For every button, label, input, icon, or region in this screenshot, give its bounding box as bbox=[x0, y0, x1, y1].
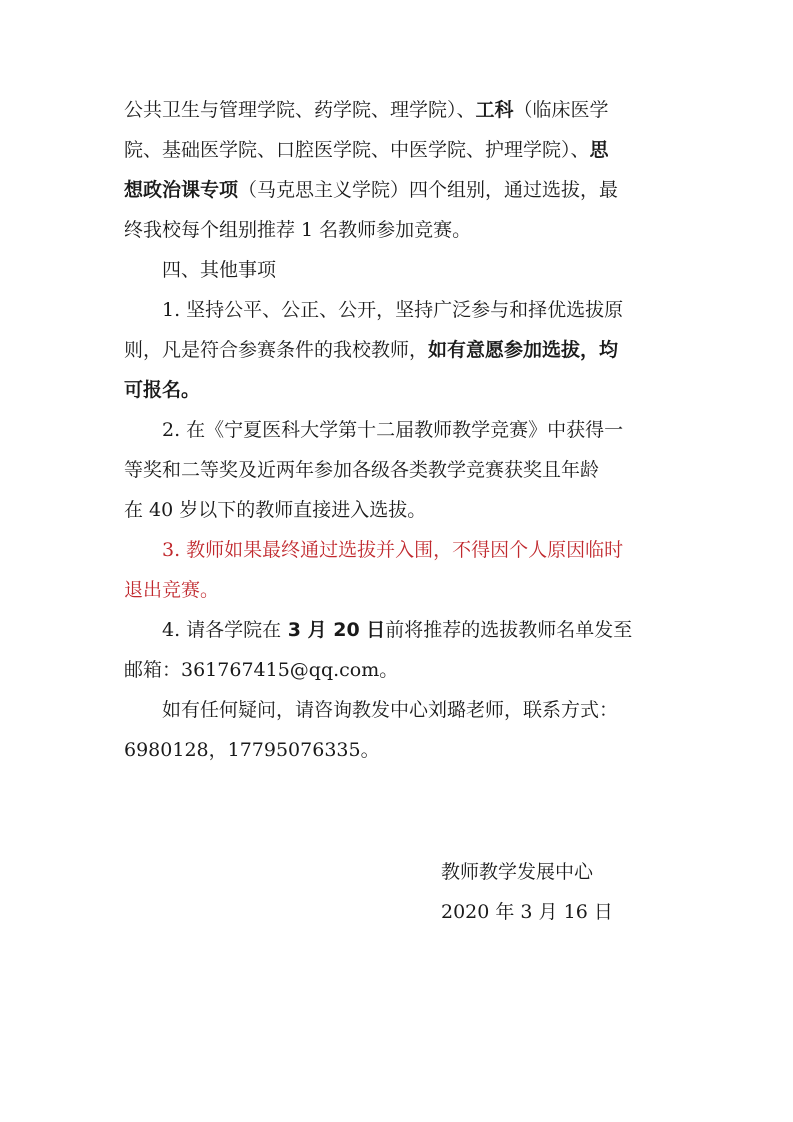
signature-date-text: 2020 年 3 月 16 日 bbox=[441, 901, 613, 923]
signature-date bbox=[441, 900, 613, 924]
item2-line-3 bbox=[124, 498, 426, 522]
item3-red-text: 3. 教师如果最终通过选拔并入围，不得因个人原因临时 bbox=[162, 539, 624, 561]
item4-text: 4. 请各学院在 bbox=[162, 619, 282, 641]
para1-text: 终我校每个组别推荐 1 名教师参加竞赛。 bbox=[124, 219, 472, 241]
item1-text: 则，凡是符合参赛条件的我校教师， bbox=[124, 339, 429, 361]
para1-bold-si: 思 bbox=[589, 139, 609, 161]
para1-bold-sizheng: 想政治课专项 bbox=[124, 179, 239, 201]
para1-text: 院、基础医学院、口腔医学院、中医学院、护理学院）、 bbox=[124, 139, 590, 161]
item1-line-1 bbox=[162, 298, 623, 322]
para1-line-1 bbox=[124, 98, 609, 122]
contact-line-1 bbox=[162, 698, 618, 722]
item1-line-2 bbox=[124, 338, 618, 362]
para1-text: 公共卫生与管理学院、药学院、理学院）、 bbox=[124, 99, 476, 121]
item3-line-2 bbox=[124, 578, 219, 602]
contact-phone: 6980128，17795076335。 bbox=[124, 739, 380, 761]
para1-text: （临床医学 bbox=[513, 99, 609, 121]
item1-line-3 bbox=[124, 378, 200, 402]
contact-text: 如有任何疑问，请咨询教发中心刘璐老师，联系方式： bbox=[162, 699, 619, 721]
para1-line-2 bbox=[124, 138, 609, 162]
para1-line-4 bbox=[124, 218, 471, 242]
contact-line-2 bbox=[124, 738, 380, 762]
item2-line-1 bbox=[162, 418, 623, 442]
item3-red-text: 退出竞赛。 bbox=[124, 579, 220, 601]
item4-email: 邮箱：361767415@qq.com。 bbox=[124, 659, 399, 681]
para1-text: （马克思主义学院）四个组别，通过选拔，最 bbox=[238, 179, 619, 201]
section-heading bbox=[162, 258, 276, 282]
item4-line-1 bbox=[162, 618, 632, 642]
section-heading-text: 四、其他事项 bbox=[162, 259, 277, 281]
item3-line-1 bbox=[162, 538, 623, 562]
item1-bold-text: 可报名。 bbox=[124, 379, 201, 401]
item2-text: 2. 在《宁夏医科大学第十二届教师教学竞赛》中获得一 bbox=[162, 419, 624, 441]
signature-org-text: 教师教学发展中心 bbox=[441, 861, 594, 883]
item4-bold-date: 3 月 20 日 bbox=[281, 619, 386, 641]
item1-bold-text: 如有意愿参加选拔，均 bbox=[428, 339, 619, 361]
para1-line-3 bbox=[124, 178, 618, 202]
signature-org bbox=[441, 860, 593, 884]
item2-text: 在 40 岁以下的教师直接进入选拔。 bbox=[124, 499, 427, 521]
item4-line-2 bbox=[124, 658, 398, 682]
item2-line-2 bbox=[124, 458, 599, 482]
item1-text: 1. 坚持公平、公正、公开，坚持广泛参与和择优选拔原 bbox=[162, 299, 624, 321]
para1-bold-gongke: 工科 bbox=[475, 99, 514, 121]
item2-text: 等奖和二等奖及近两年参加各级各类教学竞赛获奖且年龄 bbox=[124, 459, 600, 481]
item4-text: 前将推荐的选拔教师名单发至 bbox=[385, 619, 633, 641]
